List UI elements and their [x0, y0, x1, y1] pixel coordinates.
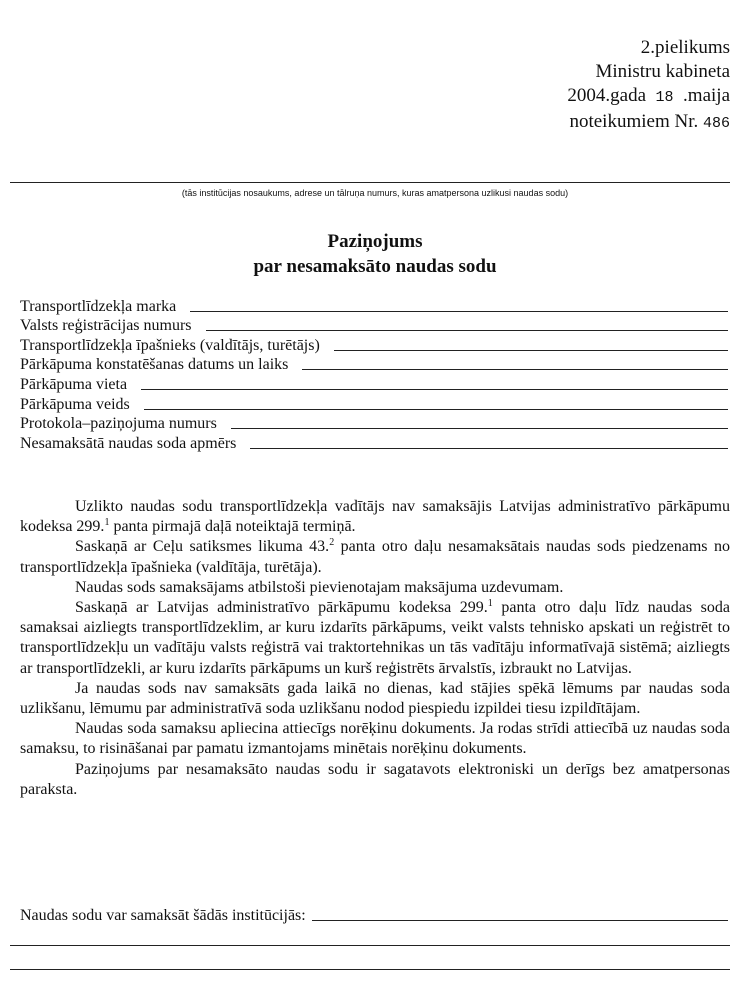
title-line-2: par nesamaksāto naudas sodu — [253, 256, 497, 277]
vehicle-fields — [20, 296, 728, 453]
paragraph-7: Paziņojums par nesamaksāto naudas sodu ir sagatavots elektroniski un derīgs bez amatpersonas paraksta. — [20, 760, 730, 798]
institution-caption: (tās institūcijas nosaukums, adrese un tālruņa numurs, kuras amatpersona uzlikusi naudas sodu) — [181, 188, 569, 198]
notice-body — [20, 497, 730, 800]
field-violation-place: Pārkāpuma vieta — [20, 374, 728, 394]
annex-header — [567, 36, 730, 136]
field-protocol-number: Protokola–paziņojuma numurs — [20, 414, 728, 434]
field-violation-datetime: Pārkāpuma konstatēšanas datums un laiks — [20, 355, 728, 375]
payment-blank-line-2[interactable] — [10, 945, 730, 946]
payment-blank-line[interactable] — [312, 919, 728, 921]
annex-day: 18 — [655, 89, 674, 106]
field-vehicle-make: Transportlīdzekļa marka — [20, 296, 728, 316]
field-fine-amount: Nesamaksātā naudas soda apmērs — [20, 433, 728, 453]
field-vehicle-owner: Transportlīdzekļa īpašnieks (valdītājs, turētājs) — [20, 335, 728, 355]
annex-cabinet: Ministru kabineta — [595, 61, 730, 82]
paragraph-1: Uzlikto naudas sodu transportlīdzekļa vadītājs nav samaksājis Latvijas administratīvo pārkāpumu kodeksa 299.$^1$ panta pirmajā daļā noteiktajā termiņā. — [20, 498, 730, 536]
regulation-number: 486 — [702, 115, 730, 132]
annex-number: 2.pielikums — [640, 37, 730, 58]
field-violation-type: Pārkāpuma veids — [20, 394, 728, 414]
field-blank-line[interactable] — [231, 427, 728, 429]
field-blank-line[interactable] — [250, 447, 728, 449]
annex-regulation: noteikumiem Nr. 486 — [569, 111, 730, 132]
paragraph-5: Ja naudas sods nav samaksāts gada laikā no dienas, kad stājies spēkā lēmums par naudas soda uzlikšanu, lēmumu par administratīvā soda uzlikšanu nodod piespiedu izpildei tiesu izpildītājam. — [20, 679, 730, 718]
payment-blank-line-3[interactable] — [10, 969, 730, 970]
payment-label: Naudas sodu var samaksāt šādās institūcijās: — [20, 907, 306, 924]
document-title — [0, 229, 750, 279]
field-registration-number: Valsts reģistrācijas numurs — [20, 316, 728, 336]
paragraph-2: Saskaņā ar Ceļu satiksmes likuma 43.$^2$ panta otro daļu nesamaksātais naudas sods piedzenams no transportlīdzekļa īpašnieka (valdītāja, turētāja). — [20, 537, 730, 576]
annex-date: 2004.gada 18 .maija — [567, 85, 730, 106]
payment-institutions — [20, 907, 728, 925]
field-blank-line[interactable] — [334, 349, 728, 351]
title-line-1: Paziņojums — [327, 231, 423, 252]
field-blank-line[interactable] — [190, 310, 728, 312]
field-blank-line[interactable] — [144, 408, 728, 410]
paragraph-4: Saskaņā ar Latvijas administratīvo pārkāpumu kodeksa 299.$^1$ panta otro daļu līdz naudas soda samaksai aizliegts transportlīdzeklim, ar kuru izdarīts pārkāpums, veikt valsts tehnisko apskati un reģistrēt to transportlīdzekļu un vadītāju valsts reģistrā vai traktortehnikas un tās vadītāju informatīvajā sistēmā; aizliegts ar transportlīdzekli, ar kuru izdarīts pārkāpums un kurš reģistrēts ārvalstīs, izbraukt no Latvijas. — [20, 598, 731, 677]
institution-blank-line[interactable] — [10, 182, 730, 183]
field-blank-line[interactable] — [206, 329, 728, 331]
field-blank-line[interactable] — [141, 388, 728, 390]
field-blank-line[interactable] — [302, 368, 728, 370]
paragraph-6: Naudas soda samaksu apliecina attiecīgs norēķinu dokuments. Ja rodas strīdi attiecībā uz naudas soda samaksu, to risināšanai par pamatu izmantojams minētais norēķinu dokuments. — [20, 720, 730, 758]
paragraph-3: Naudas sods samaksājams atbilstoši pievienotajam maksājuma uzdevumam. — [75, 578, 564, 596]
